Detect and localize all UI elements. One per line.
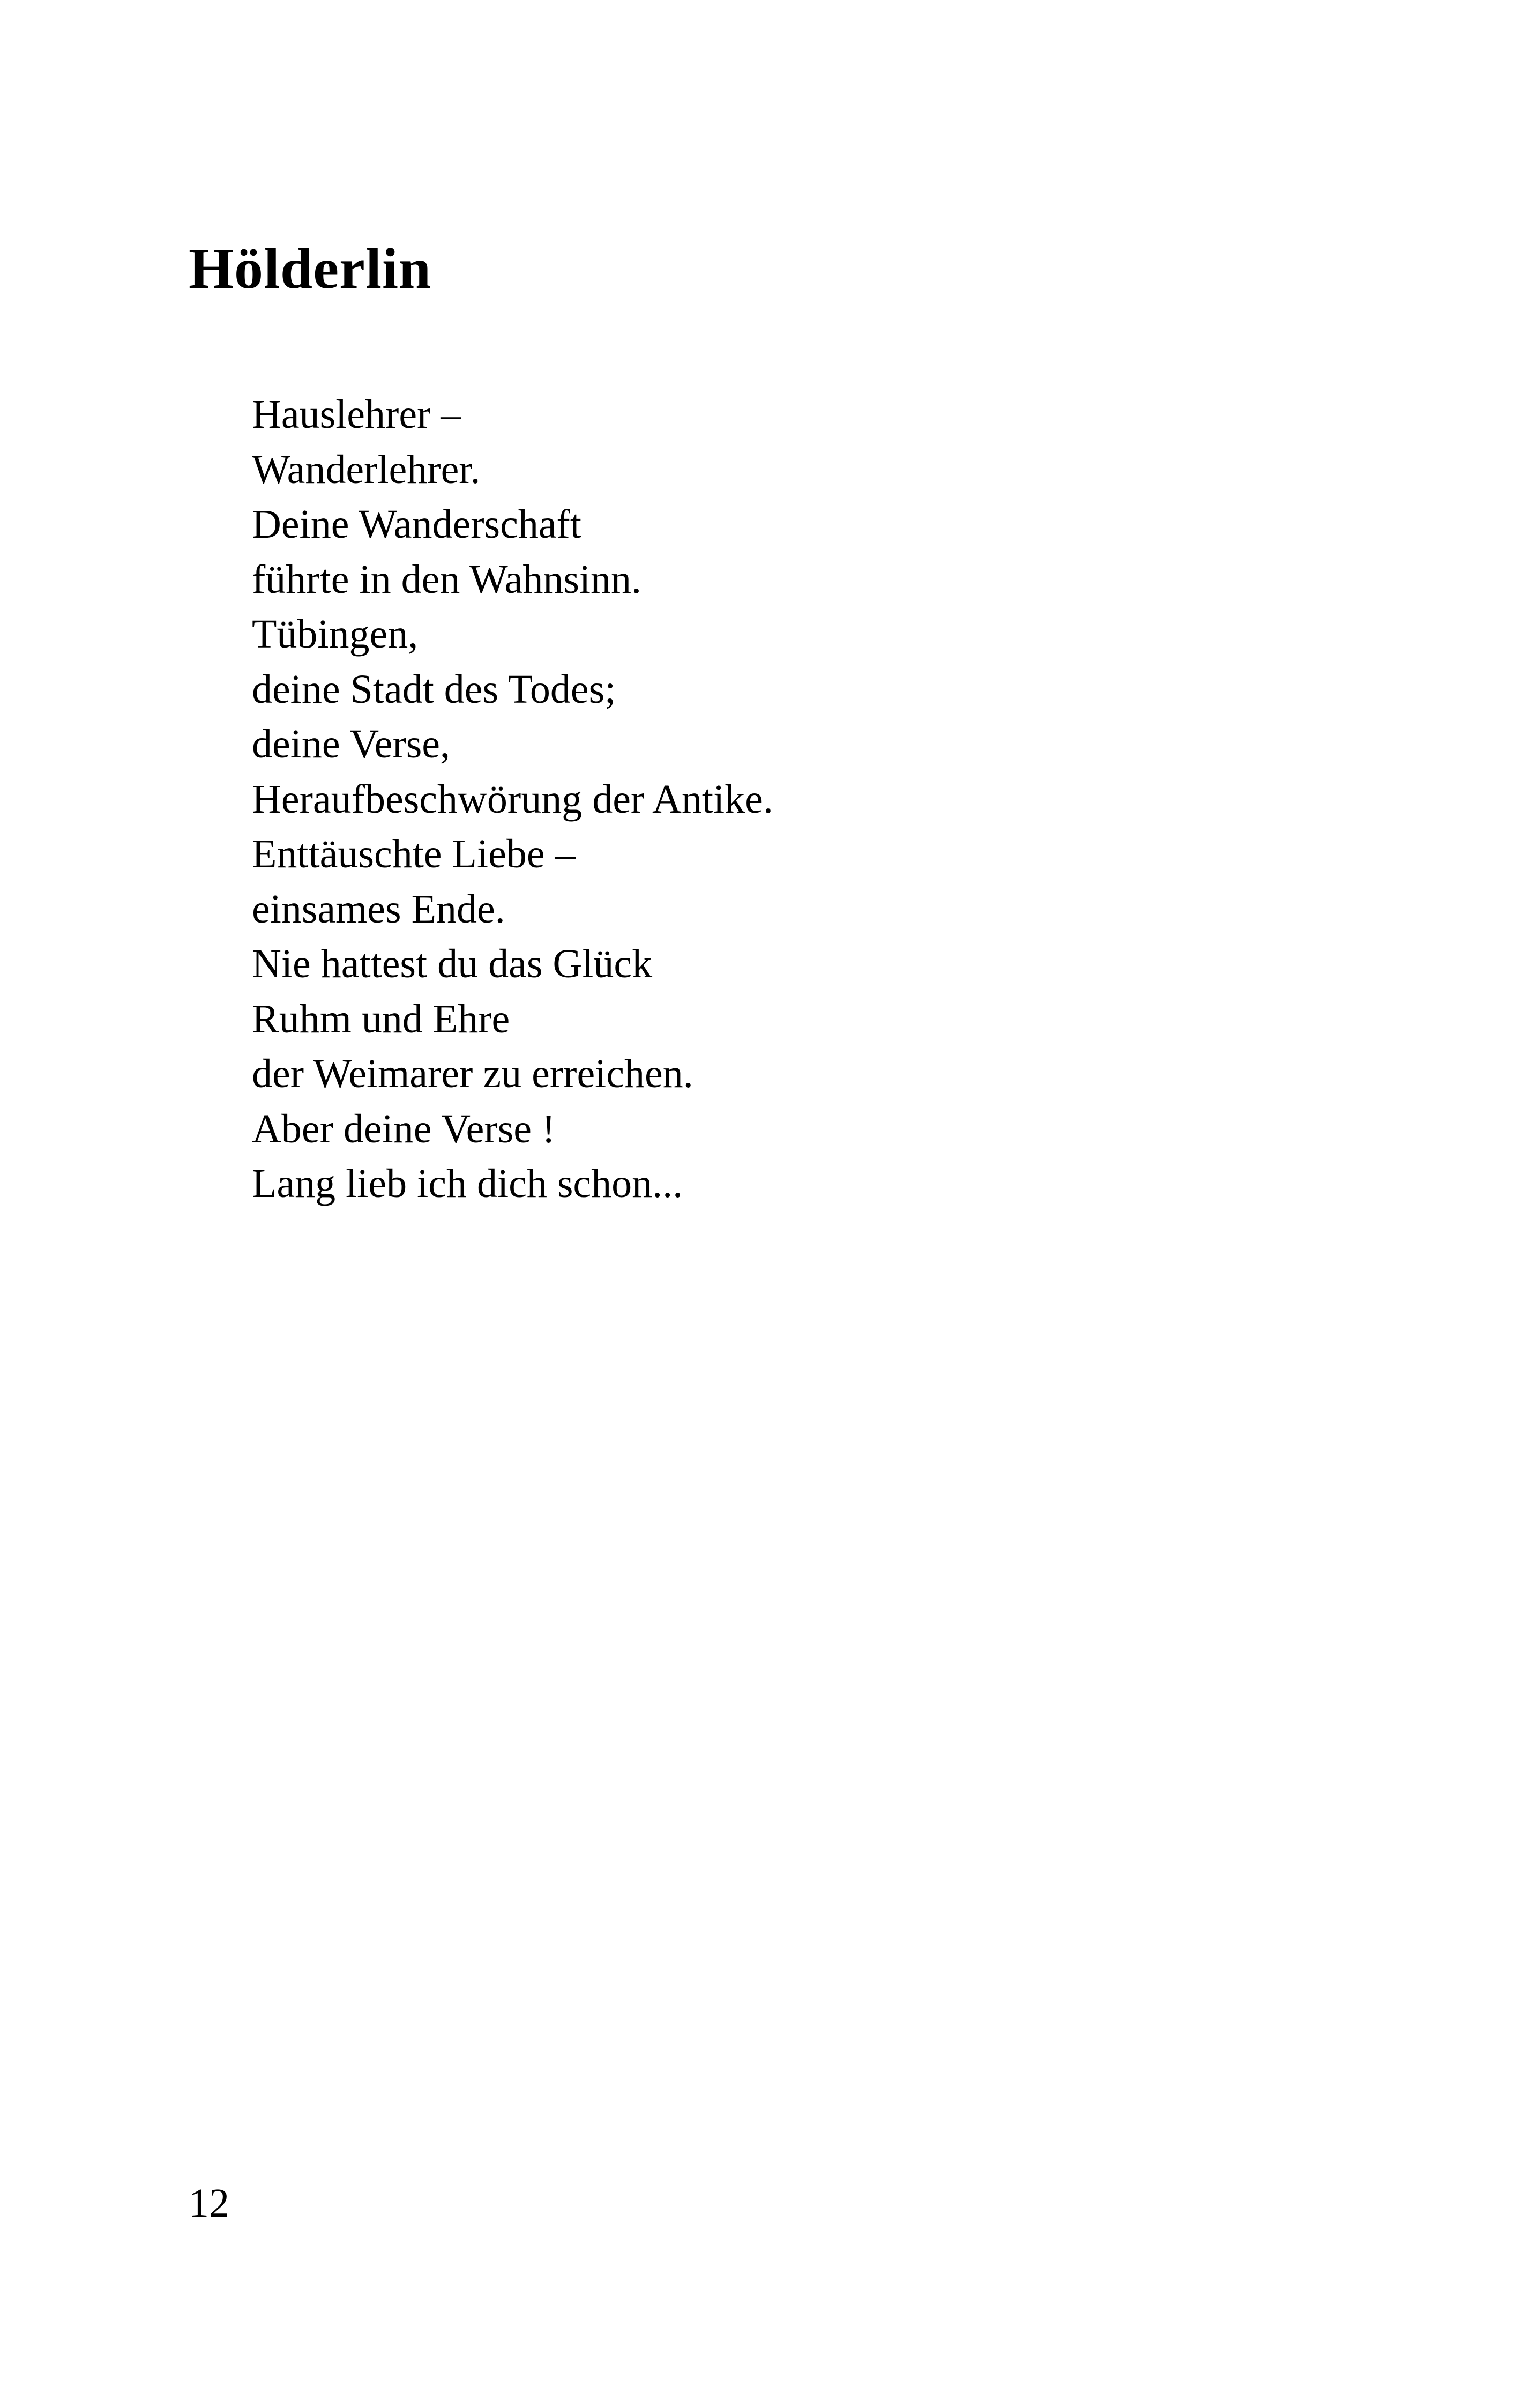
poem-line: der Weimarer zu erreichen. [252, 1051, 693, 1096]
poem-line: Ruhm und Ehre [252, 996, 510, 1042]
poem-line: Deine Wanderschaft [252, 502, 581, 547]
poem-line: deine Verse, [252, 722, 451, 767]
poem-title: Hölderlin [189, 237, 432, 301]
page-number: 12 [189, 2181, 229, 2226]
poem-line: Aber deine Verse ! [252, 1106, 556, 1151]
poem-body [252, 387, 773, 1212]
poem-line: Hauslehrer – [252, 392, 461, 437]
poem-line: Nie hattest du das Glück [252, 941, 653, 986]
poem-line: Tübingen, [252, 612, 419, 657]
poem-line: Heraufbeschwörung der Antike. [252, 776, 773, 822]
poem-line: Lang lieb ich dich schon... [252, 1161, 683, 1206]
poem-line: deine Stadt des Todes; [252, 666, 616, 712]
poem-line: führte in den Wahnsinn. [252, 556, 642, 602]
poem-line: Wanderlehrer. [252, 447, 481, 492]
poem-line: Enttäuschte Liebe – [252, 831, 576, 876]
poem-line: einsames Ende. [252, 886, 505, 932]
